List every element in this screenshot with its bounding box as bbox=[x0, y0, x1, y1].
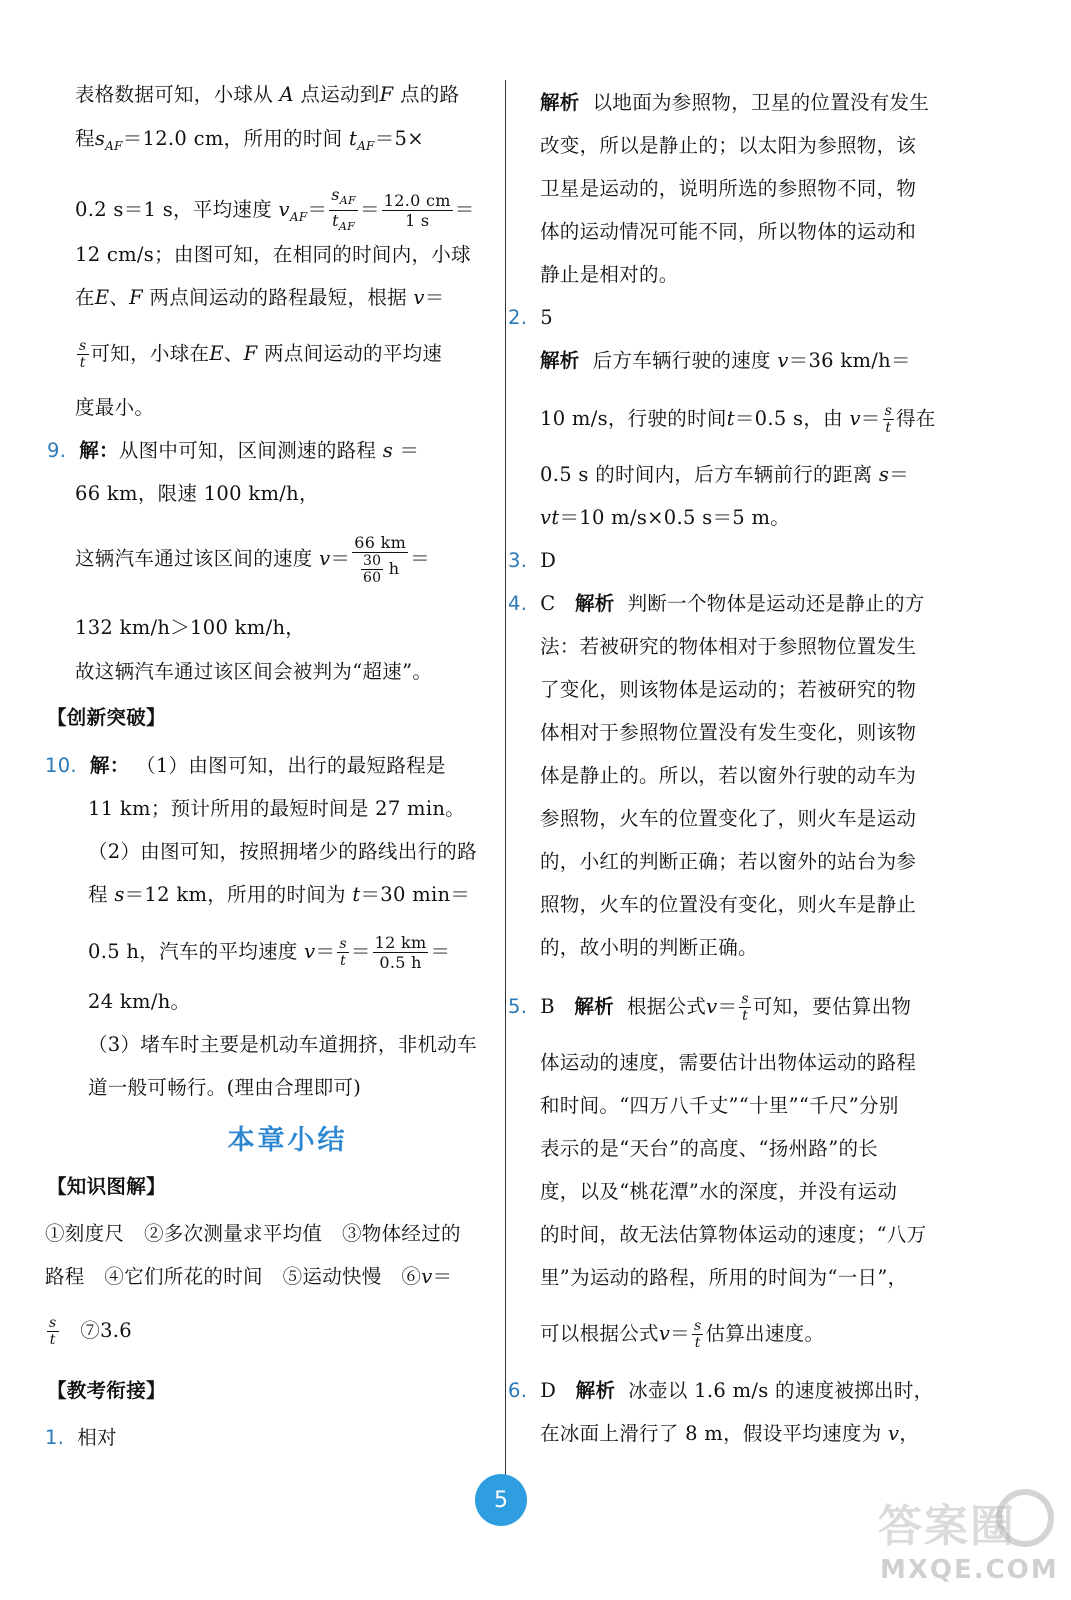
text-line: （2）由图可知，按照拥堵少的路线出行的路 bbox=[88, 840, 477, 863]
text-line: 解析 以地面为参照物，卫星的位置没有发生 bbox=[540, 91, 930, 114]
text-line: 道一般可畅行。(理由合理即可) bbox=[88, 1076, 362, 1099]
text-line: 12 cm/s；由图可知，在相同的时间内，小球 bbox=[75, 243, 471, 266]
fraction: $\frac{s_{AF}}{t_{AF}}$ bbox=[331, 185, 356, 234]
text-line: 程$s_{AF}=12.0$ cm，所用的时间 $t_{AF}=5\times$ bbox=[75, 127, 424, 153]
text-line: 法：若被研究的物体相对于参照物位置发生 bbox=[540, 635, 917, 658]
text-line: 里”为运动的路程，所用的时间为“一日”， bbox=[540, 1266, 908, 1289]
text-line: 参照物，火车的位置变化了，则火车是运动 bbox=[540, 807, 917, 830]
text-line: 体的运动情况可能不同，所以物体的运动和 bbox=[540, 220, 917, 243]
text-line: vt＝10 m/s×0.5 s＝5 m。 bbox=[540, 506, 791, 529]
section-heading: 【创新突破】 bbox=[47, 706, 166, 729]
text-line: 在E、F 两点间运动的路程最短，根据 v＝ bbox=[75, 286, 445, 309]
text-line: 在冰面上滑行了 8 m，假设平均速度为 v， bbox=[540, 1422, 920, 1445]
formula-line: $\frac{s}{t}$ ⑦3.6 bbox=[49, 1315, 133, 1348]
text-line: 照物，火车的位置没有变化，则火车是静止 bbox=[540, 893, 917, 916]
fraction: $\frac{s}{t}$ bbox=[693, 1318, 702, 1351]
page-number: 5 bbox=[475, 1474, 527, 1526]
text-line: 体是静止的。所以，若以窗外行驶的动车为 bbox=[540, 764, 917, 787]
fraction: $\frac{s}{t}$ bbox=[339, 936, 347, 969]
text-line: 66 km，限速 100 km/h， bbox=[75, 482, 319, 505]
text-line: 的时间，故无法估算物体运动的速度；“八万 bbox=[540, 1223, 927, 1246]
section-heading: 【知识图解】 bbox=[47, 1175, 166, 1198]
chapter-title: 本章小结 bbox=[227, 1125, 348, 1156]
fraction: 66 km $\frac{30}{60}$ h bbox=[354, 533, 407, 586]
formula-line: 0.5 h，汽车的平均速度 v＝ $\frac{s}{t}$ ＝ $\frac{12 km}{0.5 h}$ ＝ bbox=[88, 933, 451, 972]
fraction: $\frac{s}{t}$ bbox=[884, 403, 893, 436]
text-line: （3）堵车时主要是机动车道拥挤，非机动车 bbox=[88, 1033, 477, 1056]
text-line: 解析 后方车辆行驶的速度 v＝36 km/h＝ bbox=[540, 349, 911, 372]
fraction: $\frac{12.0 cm}{1 s}$ bbox=[383, 191, 451, 231]
answer-6: 6. D 解析 冰壶以 1.6 m/s 的速度被掷出时， bbox=[508, 1379, 934, 1402]
section-heading: 【教考衔接】 bbox=[47, 1379, 166, 1402]
answer-2: 2. 5 bbox=[508, 306, 553, 329]
text-line: 路程 ④它们所花的时间 ⑤运动快慢 ⑥v＝ bbox=[45, 1265, 453, 1288]
formula-line: 10 m/s，行驶的时间t＝0.5 s，由 v＝ $\frac{s}{t}$ 得在 bbox=[540, 403, 936, 436]
answer-4: 4. C 解析 判断一个物体是运动还是静止的方 bbox=[508, 592, 925, 615]
text-line: 卫星是运动的，说明所选的参照物不同，物 bbox=[540, 177, 917, 200]
answer-3: 3. D bbox=[508, 549, 557, 572]
text-line: 11 km；预计所用的最短时间是 27 min。 bbox=[88, 797, 466, 820]
text-line: 表格数据可知，小球从 A 点运动到F 点的路 bbox=[75, 83, 460, 106]
text-line: 静止是相对的。 bbox=[540, 263, 679, 286]
text-line: 0.5 s 的时间内，后方车辆前行的距离 s＝ bbox=[540, 463, 910, 486]
question-10: 10. 解： （1）由图可知，出行的最短路程是 bbox=[45, 754, 446, 777]
answer-5: 5. B 解析 根据公式v＝ $\frac{s}{t}$ 可知，要估算出物 bbox=[508, 991, 912, 1024]
text-line: 体运动的速度，需要估计出物体运动的路程 bbox=[540, 1051, 917, 1074]
formula-line: $\frac{s}{t}$ 可知，小球在E、F 两点间运动的平均速 bbox=[79, 338, 443, 371]
text-line: 的，故小明的判断正确。 bbox=[540, 936, 758, 959]
text-line: 故这辆汽车通过该区间会被判为“超速”。 bbox=[75, 660, 433, 683]
formula-line: 可以根据公式v＝ $\frac{s}{t}$ 估算出速度。 bbox=[540, 1318, 825, 1351]
fraction: $\frac{12 km}{0.5 h}$ bbox=[374, 933, 427, 972]
text-line: 的，小红的判断正确；若以窗外的站台为参 bbox=[540, 850, 917, 873]
text-line: 132 km/h＞100 km/h， bbox=[75, 616, 306, 639]
answer-1: 1. 相对 bbox=[45, 1426, 117, 1449]
text-line: 和时间。“四万八千丈”“十里”“千尺”分别 bbox=[540, 1094, 899, 1117]
formula-line: 0.2 s＝1 s，平均速度 $v_{AF}=$ $\frac{s_{AF}}{t_{AF}}$ ＝ $\frac{12.0 cm}{1 s}$ ＝ bbox=[75, 185, 475, 236]
text-line: 度最小。 bbox=[75, 396, 155, 419]
column-divider bbox=[505, 80, 506, 1475]
text-line: 了变化，则该物体是运动的；若被研究的物 bbox=[540, 678, 917, 701]
text-line: 表示的是“天台”的高度、“扬州路”的长 bbox=[540, 1137, 879, 1160]
question-9: 9. 解：从图中可知，区间测速的路程 s ＝ bbox=[47, 439, 420, 462]
fraction: $\frac{s}{t}$ bbox=[49, 1315, 57, 1348]
fraction: $\frac{s}{t}$ bbox=[741, 991, 749, 1024]
watermark-top: 答案圈 bbox=[878, 1501, 1016, 1552]
text-line: 体相对于参照物位置没有发生变化，则该物 bbox=[540, 721, 917, 744]
text-line: 度，以及“桃花潭”水的深度，并没有运动 bbox=[540, 1180, 898, 1203]
text-line: 24 km/h。 bbox=[88, 990, 191, 1013]
formula-line: 这辆汽车通过该区间的速度 v＝ 66 km $\frac{30}{60}$ h ＝ bbox=[75, 533, 430, 586]
watermark-text: MXQE.COM bbox=[880, 1555, 1059, 1585]
text-line: 程 s＝12 km，所用的时间为 t＝30 min＝ bbox=[88, 883, 471, 906]
fraction: $\frac{s}{t}$ bbox=[79, 338, 87, 371]
text-line: ①刻度尺 ②多次测量求平均值 ③物体经过的 bbox=[45, 1222, 461, 1245]
text-line: 改变，所以是静止的；以太阳为参照物，该 bbox=[540, 134, 917, 157]
